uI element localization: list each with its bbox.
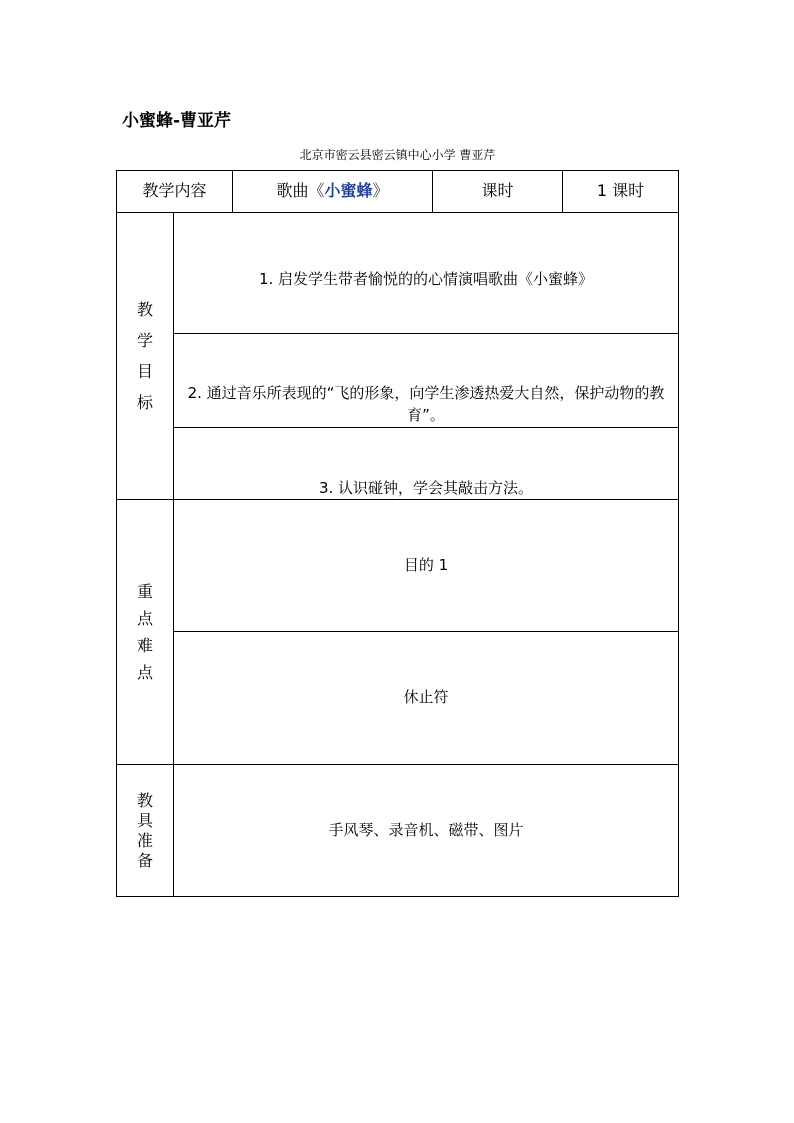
song-name: 小蜜蜂 xyxy=(324,181,373,201)
key-point-item-2: 休止符 xyxy=(403,687,449,706)
key-points-label xyxy=(117,500,173,764)
table-row-divider xyxy=(116,764,679,765)
key-points-label-char: 重 xyxy=(136,582,153,601)
materials-label-char: 教 xyxy=(136,790,153,810)
song-prefix: 歌曲《 xyxy=(276,181,325,201)
document-title: 小蜜蜂-曹亚芹 xyxy=(122,111,232,131)
content-label-cell: 教学内容 xyxy=(142,181,207,201)
table-border-bottom xyxy=(116,896,679,897)
objectives-label-char: 教 xyxy=(136,300,153,319)
table-row-divider xyxy=(173,333,679,334)
key-points-label-char: 点 xyxy=(136,663,153,682)
objectives-label-char: 标 xyxy=(136,393,153,412)
materials-text: 手风琴、录音机、磁带、图片 xyxy=(328,820,524,839)
key-points-label-char: 点 xyxy=(136,609,153,628)
hours-value-cell: 1 课时 xyxy=(596,181,645,201)
materials-label xyxy=(117,765,173,896)
table-row-divider xyxy=(116,212,679,213)
objective-item-3: 3. 认识碰钟，学会其敲击方法。 xyxy=(318,478,534,497)
song-title-cell xyxy=(233,171,432,212)
table-border-right xyxy=(678,170,679,897)
objectives-label-char: 学 xyxy=(136,331,153,350)
objective-item-1: 1. 启发学生带者愉悦的的心情演唱歌曲《小蜜蜂》 xyxy=(258,269,594,288)
song-suffix: 》 xyxy=(372,181,389,201)
hours-label-cell: 课时 xyxy=(481,181,514,201)
materials-label-char: 备 xyxy=(136,850,153,870)
materials-label-char: 准 xyxy=(136,830,153,850)
objectives-label xyxy=(117,213,173,499)
objective-item-2: 2. 通过音乐所表现的“飞的形象，向学生渗透热爱大自然，保护动物的教育”。 xyxy=(187,384,665,424)
materials-label-char: 具 xyxy=(136,810,153,830)
objectives-label-char: 目 xyxy=(136,362,153,381)
key-point-item-1: 目的 1 xyxy=(403,555,449,574)
document-subtitle: 北京市密云县密云镇中心小学 曹亚芹 xyxy=(299,148,496,162)
table-row-divider xyxy=(173,631,679,632)
key-points-label-char: 难 xyxy=(136,636,153,655)
